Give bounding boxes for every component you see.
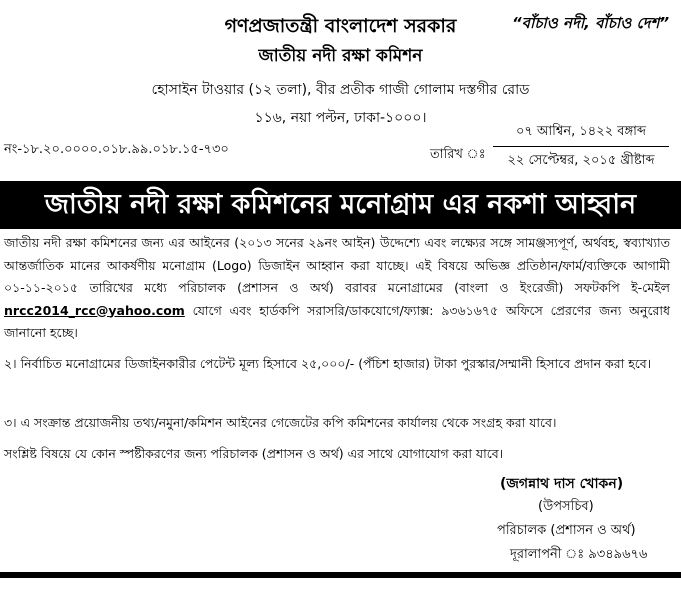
government-name: গণপ্রজাতন্ত্রী বাংলাদেশ সরকার xyxy=(224,15,457,37)
email-link[interactable]: nrcc2014_rcc@yahoo.com xyxy=(4,302,185,318)
date-bangla: ০৭ আশ্বিন, ১৪২২ বঙ্গাব্দ xyxy=(493,122,669,147)
date-box xyxy=(493,122,669,172)
slogan: “বাঁচাও নদী, বাঁচাও দেশ” xyxy=(511,14,669,32)
paragraph-1-text: জাতীয় নদী রক্ষা কমিশনের জন্য এর আইনের (২০১৩ সনের ২৯নং আইন) উদ্দেশ্যে এবং লক্ষ্যের সঙ্গে সামঞ্জস্যপূর্ণ, অর্থবহ, স্বব্যাখ্যাত আন্তর্জাতিক মানের আকর্ষণীয় মনোগ্রাম (Logo) ডিজাইন আহ্বান করা যাচ্ছে। এই বিষয়ে অভিজ্ঞ প্রতিষ্ঠান/ফার্ম/ব্যক্তিকে আগামী ০১-১১-২০১৫ তারিখের মধ্যে পরিচালক (প্রশাসন ও অর্থ) বরাবর মনোগ্রামের (বাংলা ও ইংরেজী) সফটকপি ই-মেইল xyxy=(4,235,670,295)
body-paragraph-2: ২। নির্বাচিত মনোগ্রামের ডিজাইনকারীর পেটেন্ট মূল্য হিসাবে ২৫,০০০/- (পঁচিশ হাজার) টাকা পুরস্কার/সম্মানী হিসাবে প্রদান করা হবে। xyxy=(4,356,652,371)
signatory-name: (জগন্নাথ দাস খোকন) xyxy=(500,476,624,492)
bottom-divider xyxy=(0,572,681,578)
signatory-role: পরিচালক (প্রশাসন ও অর্থ) xyxy=(497,523,636,538)
signatory-position: (উপসচিব) xyxy=(538,499,594,514)
memo-number: নং-১৮.২০.০০০০.০১৮.৯৯.০১৮.১৫-৭৩০ xyxy=(4,142,229,157)
date-label: তারিখ ঃ xyxy=(430,147,486,162)
notice-title-banner: জাতীয় নদী রক্ষা কমিশনের মনোগ্রাম এর নকশা আহ্বান xyxy=(0,181,681,229)
body-paragraph-3: ৩। এ সংক্রান্ত প্রয়োজনীয় তথ্য/নমুনা/কমিশন আইনের গেজেটের কপি কমিশনের কার্যালয় থেকে সংগ্রহ করা যাবে। xyxy=(4,415,557,430)
date-gregorian: ২২ সেপ্টেম্বর, ২০১৫ খ্রীষ্টাব্দ xyxy=(507,153,655,168)
commission-name: জাতীয় নদী রক্ষা কমিশন xyxy=(258,46,423,66)
address-line-1: হোসাইন টাওয়ার (১২ তলা), বীর প্রতীক গাজী গোলাম দস্তগীর রোড xyxy=(151,82,530,98)
signatory-phone: দূরালাপনী ঃ ৯৩৪৯৬৭৬ xyxy=(510,547,648,562)
body-paragraph-1 xyxy=(4,232,670,345)
body-paragraph-4: সংশ্লিষ্ট বিষয়ে যে কোন স্পষ্টীকরণের জন্য পরিচালক (প্রশাসন ও অর্থ) এর সাথে যোগাযোগ করা যাবে। xyxy=(4,446,504,461)
address-line-2: ১১৬, নয়া পল্টন, ঢাকা-১০০০। xyxy=(254,110,427,126)
paragraph-1-tail: যোগে এবং হার্ডকপি সরাসরি/ডাকযোগে/ফ্যাক্স: ৯৩৬১৬৭৫ অফিসে প্রেরণের জন্য অনুরোধ জানানো হচ্ছে। xyxy=(4,302,670,340)
